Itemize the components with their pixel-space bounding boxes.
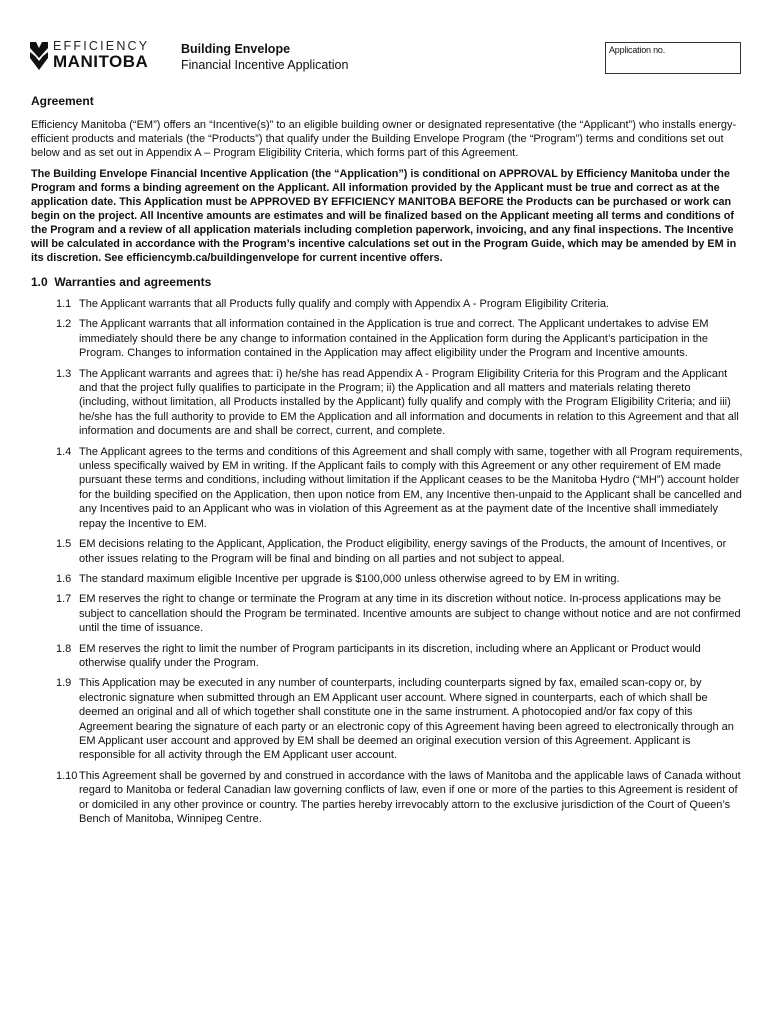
section-number: 1.0 — [31, 275, 48, 289]
item-text: EM reserves the right to change or terminate the Program at any time in its discretion without notice. In-process applications may be subject to cancellation should the Program be terminated. Incentive amounts are subject to change without notice and are not confirmed until the time of issuance. — [79, 593, 741, 635]
section-title: Warranties and agreements — [54, 275, 212, 289]
item-text: This Application may be executed in any number of counterparts, including counterparts signed by fax, emailed scan-copy or, by electronic signature when submitted through an EM Applicant user account. Where signed in counterparts, each of which shall be deemed an original and all of which together shall constitute one in the same instrument. A photocopied and/or fax copy of this Agreement bearing the signature of each party or an electronic copy of this Agreement having been agreed to electronically through an EM Applicant user account and approved by EM shall be deemed an original execution version of this Agreement. Applicant is responsible for all activity through the EM Applicant user account. — [79, 677, 734, 762]
logo-text-manitoba: MANITOBA — [53, 52, 149, 71]
item-number: 1.2 — [56, 318, 72, 331]
item-number: 1.8 — [56, 642, 72, 655]
item-text: The Applicant warrants and agrees that: i) he/she has read Appendix A - Program Eligibility Criteria for this Program and the Applicant and that the project fully qualifies to participate in the Program; ii) the Application and all matters and materials relating thereto (including, without limitation, all Products installed by the Applicant) fully qualify and comply with the Program Eligibility Criteria; and iii) he/she has the full authority to provide to EM the Application and all information and documents in relation to this Agreement and that all information and documents are and shall be correct, current, and complete. — [79, 367, 739, 438]
item-number: 1.3 — [56, 367, 72, 380]
application-number-field[interactable] — [605, 42, 741, 74]
list-item — [31, 642, 743, 671]
form-title-line1: Building Envelope — [181, 42, 291, 56]
logo-text-efficiency: EFFICIENCY — [53, 39, 150, 53]
list-item — [31, 297, 743, 311]
item-text: The Applicant warrants that all information contained in the Application is true and correct. The Applicant undertakes to advise EM immediately should there be any change to information contained in the Application form during the Applicant’s participation in the Program. Changes to information contained in the Application may affect eligibility under the Program and Incentive amounts. — [79, 318, 709, 360]
item-number: 1.5 — [56, 538, 72, 551]
section-heading — [31, 275, 743, 290]
item-number: 1.6 — [56, 572, 72, 585]
item-text: The Applicant warrants that all Products fully qualify and comply with Appendix A - Program Eligibility Criteria. — [79, 298, 610, 310]
list-item — [31, 317, 743, 360]
item-text: EM decisions relating to the Applicant, Application, the Product eligibility, energy savings of the Products, the amount of Incentives, or other issues relating to the Program will be final and binding on all parties and not subject to appeal. — [79, 538, 727, 565]
agreement-intro: Efficiency Manitoba (“EM”) offers an “Incentive(s)” to an eligible building owner or designated representative (the “Applicant”) who installs energy-efficient products and materials (the “Products”) that qualify under the Building Envelope Program (the “Program”) terms and conditions set out below and as set out in Appendix A – Program Eligibility Criteria, which forms part of this Agreement. — [31, 119, 737, 159]
agreement-heading: Agreement — [31, 94, 94, 108]
item-text: The Applicant agrees to the terms and conditions of this Agreement and shall comply with same, together with all Program requirements, unless specifically waived by EM in writing. If the Applicant fails to comply with this Agreement or any other requirement of EM made pursuant these terms and conditions, including without limitation if the Applicant ceases to be the Manitoba Hydro (“MH”) account holder for the building specified on the Application, then upon notice from EM, any Incentive then-unpaid to the Applicant shall be cancelled and any Incentives paid to an Applicant who was in violation of this Agreement as at the payment date of the Incentive shall immediately repay the Incentive to EM. — [79, 445, 743, 530]
efficiency-manitoba-logo — [30, 40, 160, 74]
logo-chevron-icon — [30, 42, 48, 72]
page-header — [30, 40, 742, 76]
list-item — [31, 445, 743, 531]
list-item — [31, 572, 743, 586]
item-text: This Agreement shall be governed by and construed in accordance with the laws of Manitoba and the applicable laws of Canada without regard to Manitoba or federal Canadian law governing conflicts of law, even if one or more of the parties to this Agreement is resident of or domiciled in any other province or country. The parties hereby irrevocably attorn to the exclusive jurisdiction of the Court of Queen’s Bench of Manitoba, Winnipeg Centre. — [79, 769, 741, 825]
list-item — [31, 592, 743, 635]
item-number: 1.7 — [56, 593, 72, 606]
item-number: 1.1 — [56, 298, 72, 310]
warranty-list — [31, 297, 743, 826]
item-number: 1.10 — [56, 769, 78, 782]
item-text: EM reserves the right to limit the number of Program participants in its discretion, including where an Applicant or Product would otherwise qualify under the Program. — [79, 642, 701, 669]
item-number: 1.9 — [56, 677, 72, 690]
list-item — [31, 769, 743, 827]
item-number: 1.4 — [56, 445, 72, 458]
form-title — [181, 41, 348, 73]
item-text: The standard maximum eligible Incentive per upgrade is $100,000 unless otherwise agreed to by EM in writing. — [79, 572, 620, 585]
agreement-conditions: The Building Envelope Financial Incentive Application (the “Application”) is conditional on APPROVAL by Efficiency Manitoba under the Program and forms a binding agreement on the Applicant. All information provided by the Applicant must be true and correct as at the application date. This Application must be APPROVED BY EFFICIENCY MANITOBA BEFORE the Products can be purchased or work can begin on the project. All Incentive amounts are estimates and will be finalized based on the Applicant meeting all terms and conditions of the Program and a review of all application materials including completion paperwork, invoicing, and any final inspections. The Incentive will be calculated in accordance with the Program’s incentive calculations set out in the Program Guide, which may be amended by EM in its discretion. See efficiencymb.ca/buildingenvelope for current incentive offers. — [31, 168, 737, 264]
list-item — [31, 537, 743, 566]
list-item — [31, 676, 743, 762]
agreement-content — [31, 94, 743, 832]
form-title-line2: Financial Incentive Application — [181, 58, 349, 72]
list-item — [31, 367, 743, 439]
application-number-label: Application no. — [609, 45, 666, 55]
